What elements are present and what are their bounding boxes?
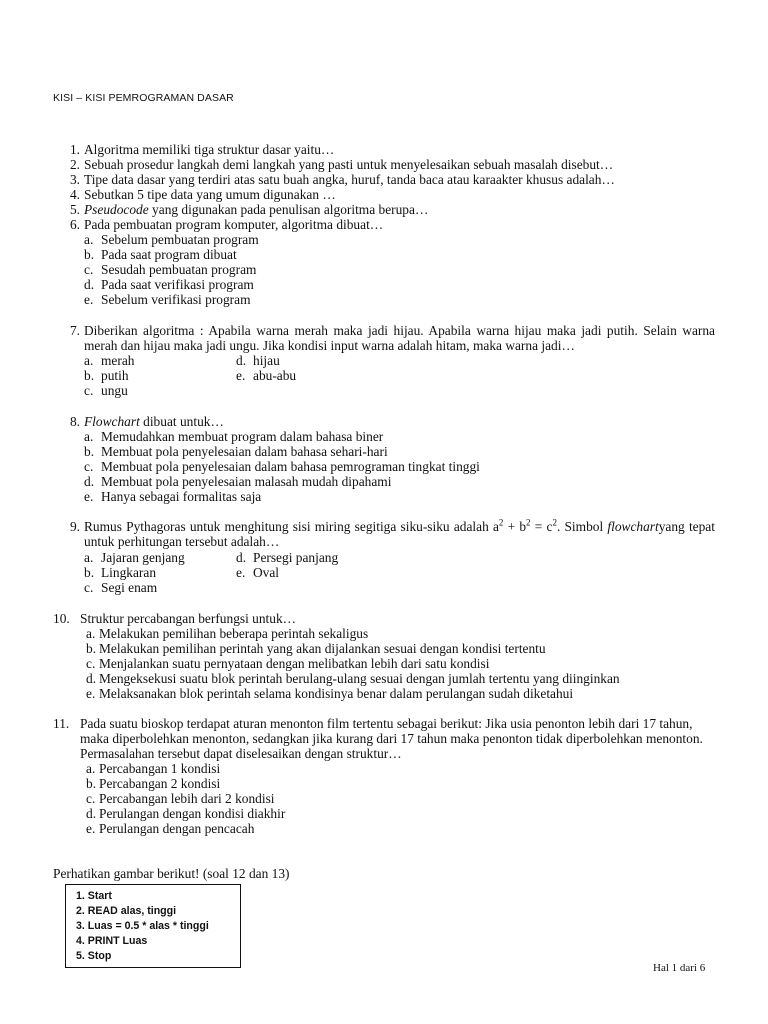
question-text: Diberikan algoritma : Apabila warna merah maka jadi hijau. Apabila warna hijau maka jadi putih. Selain warna merah dan hijau maka jadi ungu. Jika kondisi input warna adalah hitam, maka warna jadi… (84, 323, 715, 353)
instruction-note: Perhatikan gambar berikut! (soal 12 dan 13) (53, 866, 290, 881)
question-9 (53, 519, 715, 549)
options-q9 (84, 550, 484, 595)
italic-term: Flowchart (84, 414, 140, 429)
question-1 (53, 142, 715, 157)
page-number: Hal 1 dari 6 (653, 962, 706, 974)
question-number: 9. (69, 519, 80, 534)
question-number: 11. (53, 716, 70, 731)
algorithm-step: 4. PRINT Luas (76, 935, 148, 947)
italic-term: Pseudocode (84, 202, 149, 217)
question-11 (53, 716, 715, 761)
algorithm-box (65, 884, 241, 968)
options-q7 (84, 353, 484, 398)
italic-term: flowchart (607, 519, 659, 534)
algorithm-step: 2. READ alas, tinggi (76, 905, 177, 917)
algorithm-step: 5. Stop (76, 950, 112, 962)
option-row: b. putih e. abu-abu (84, 368, 297, 383)
question-text: Tipe data dasar yang terdiri atas satu buah angka, huruf, tanda baca atau karaakter khusus adalah… (84, 172, 615, 187)
option-row: a. Jajaran genjang d. Persegi panjang (84, 550, 339, 565)
question-number: 8. (69, 414, 80, 429)
question-number: 10. (53, 611, 70, 626)
question-text (84, 202, 715, 217)
question-text-rest: yang digunakan pada penulisan algoritma berupa… (148, 202, 429, 217)
question-8 (53, 414, 715, 429)
question-number: 1. (69, 142, 80, 157)
document-page: KISI – KISI PEMROGRAMAN DASAR 1. Algoritma memiliki tiga struktur dasar yaitu… 2. Sebuah prosedur langkah demi langkah yang pasti untuk menyelesaikan sebuah masalah disebut… 3. Tipe data dasar yang terdiri atas satu buah angka, huruf, tanda baca atau karaakter khusus adalah… 4. Sebutkan 5 tipe data yang umum digunakan … 5. Pseudocode yang digunakan pada penulisan algoritma berupa… 6. Pada pembuatan program komputer, algoritma dibuat… a. Sebelum pembuatan program b. Pada saat program dibuat c. Sesudah pembuatan program d. Pada saat verifikasi program e. Sebelum verifikasi program 7. Diberikan algoritma : Apabila warna merah maka jadi hijau. Apabila warna hijau maka jadi putih. Selain warna merah dan hijau maka jadi ungu. Jika kondisi input warna adalah hitam, maka warna jadi… a. merah d. hijau b. putih e. abu-abu c. ungu 8. Flowchart dibuat untuk… a. Memudahkan membuat program dalam bahasa biner b. Membuat pola penyelesaian dalam bahasa sehari-hari c. Membuat pola penyelesaian dalam bahasa pemrograman tingkat tinggi d. Membuat pola penyelesaian malasah mudah dipahami e. Hanya sebagai formalitas saja 9. Rumus Pythagoras untuk menghitung sisi miring segitiga siku-siku adalah $a^2 + b^2 = c^2$. Simbol flowchartyang tepat untuk perhitungan tersebut adalah… a. Jajaran genjang d. Persegi panjang b. Lingkaran e. Oval c. Segi enam 10. Struktur percabangan berfungsi untuk… a. Melakukan pemilihan beberapa perintah sekaligus b. Melakukan pemilihan perintah yang akan dijalankan sesuai dengan kondisi tertentu c. Menjalankan suatu pernyataan dengan melibatkan lebih dari satu kondisi d. Mengeksekusi suatu blok perintah berulang-ulang sesuai dengan jumlah tertentu yang diinginkan e. Melaksanakan blok perintah selama kondisinya benar dalam perulangan sudah diketahui 11. Pada suatu bioskop terdapat aturan menonton film tertentu sebagai berikut: Jika usia penonton lebih dari 17 tahun, maka diperbolehkan menonton, sedangkan jika kurang dari 17 tahun maka penonton tidak diperbolehkan menonton. Permasalahan tersebut dapat diselesaikan dengan struktur… a. Percabangan 1 kondisi b. Percabangan 2 kondisi c. Percabangan lebih dari 2 kondisi d. Perulangan dengan kondisi diakhir e. Perulangan dengan pencacah Perhatikan gambar berikut! (soal 12 dan 13) 1. Start 2. READ alas, tinggi 3. Luas = 0.5 * alas * tinggi 4. PRINT Luas 5. Stop Hal 1 dari 6 (53, 92, 715, 974)
question-number: 6. (69, 217, 80, 232)
question-text: Pada suatu bioskop terdapat aturan menonton film tertentu sebagai berikut: Jika usia penonton lebih dari 17 tahun, maka diperbolehkan menonton, sedangkan jika kurang dari 17 tahun maka penonton tidak diperbolehkan menonton. Permasalahan tersebut dapat diselesaikan dengan struktur… (80, 716, 703, 761)
option-row: b. Lingkaran e. Oval (84, 565, 280, 580)
question-number: 4. (69, 187, 80, 202)
question-7 (53, 323, 715, 353)
algorithm-step: 1. Start (76, 890, 112, 902)
question-text: Sebutkan 5 tipe data yang umum digunakan … (84, 187, 336, 202)
algorithm-step: 3. Luas = 0.5 * alas * tinggi (76, 920, 209, 932)
question-text: Sebuah prosedur langkah demi langkah yang pasti untuk menyelesaikan sebuah masalah disebut… (84, 157, 614, 172)
question-number: 2. (69, 157, 80, 172)
option-row: c. Segi enam (84, 580, 158, 595)
question-number: 3. (69, 172, 80, 187)
option-row: c. ungu (84, 383, 128, 398)
document-title: KISI – KISI PEMROGRAMAN DASAR (53, 92, 234, 104)
question-text: Algoritma memiliki tiga struktur dasar yaitu… (84, 142, 335, 157)
question-4 (53, 187, 715, 202)
question-text: Rumus Pythagoras untuk menghitung sisi miring segitiga siku-siku adalah $a^2 + b^2 = c^2$. Simbol flowchartyang tepat untuk perhitungan tersebut adalah… (84, 517, 715, 549)
question-number: 7. (69, 323, 80, 338)
question-2 (53, 157, 715, 172)
question-number: 5. (69, 202, 80, 217)
question-10 (53, 611, 715, 626)
option-row: a. merah d. hijau (84, 353, 280, 368)
question-3 (53, 172, 715, 187)
question-text: Struktur percabangan berfungsi untuk… (80, 611, 297, 626)
question-5 (53, 202, 715, 217)
question-text-rest: dibuat untuk… (139, 414, 224, 429)
question-text: Pada pembuatan program komputer, algoritma dibuat… (84, 217, 384, 232)
question-6 (53, 217, 715, 232)
question-text (84, 414, 715, 429)
